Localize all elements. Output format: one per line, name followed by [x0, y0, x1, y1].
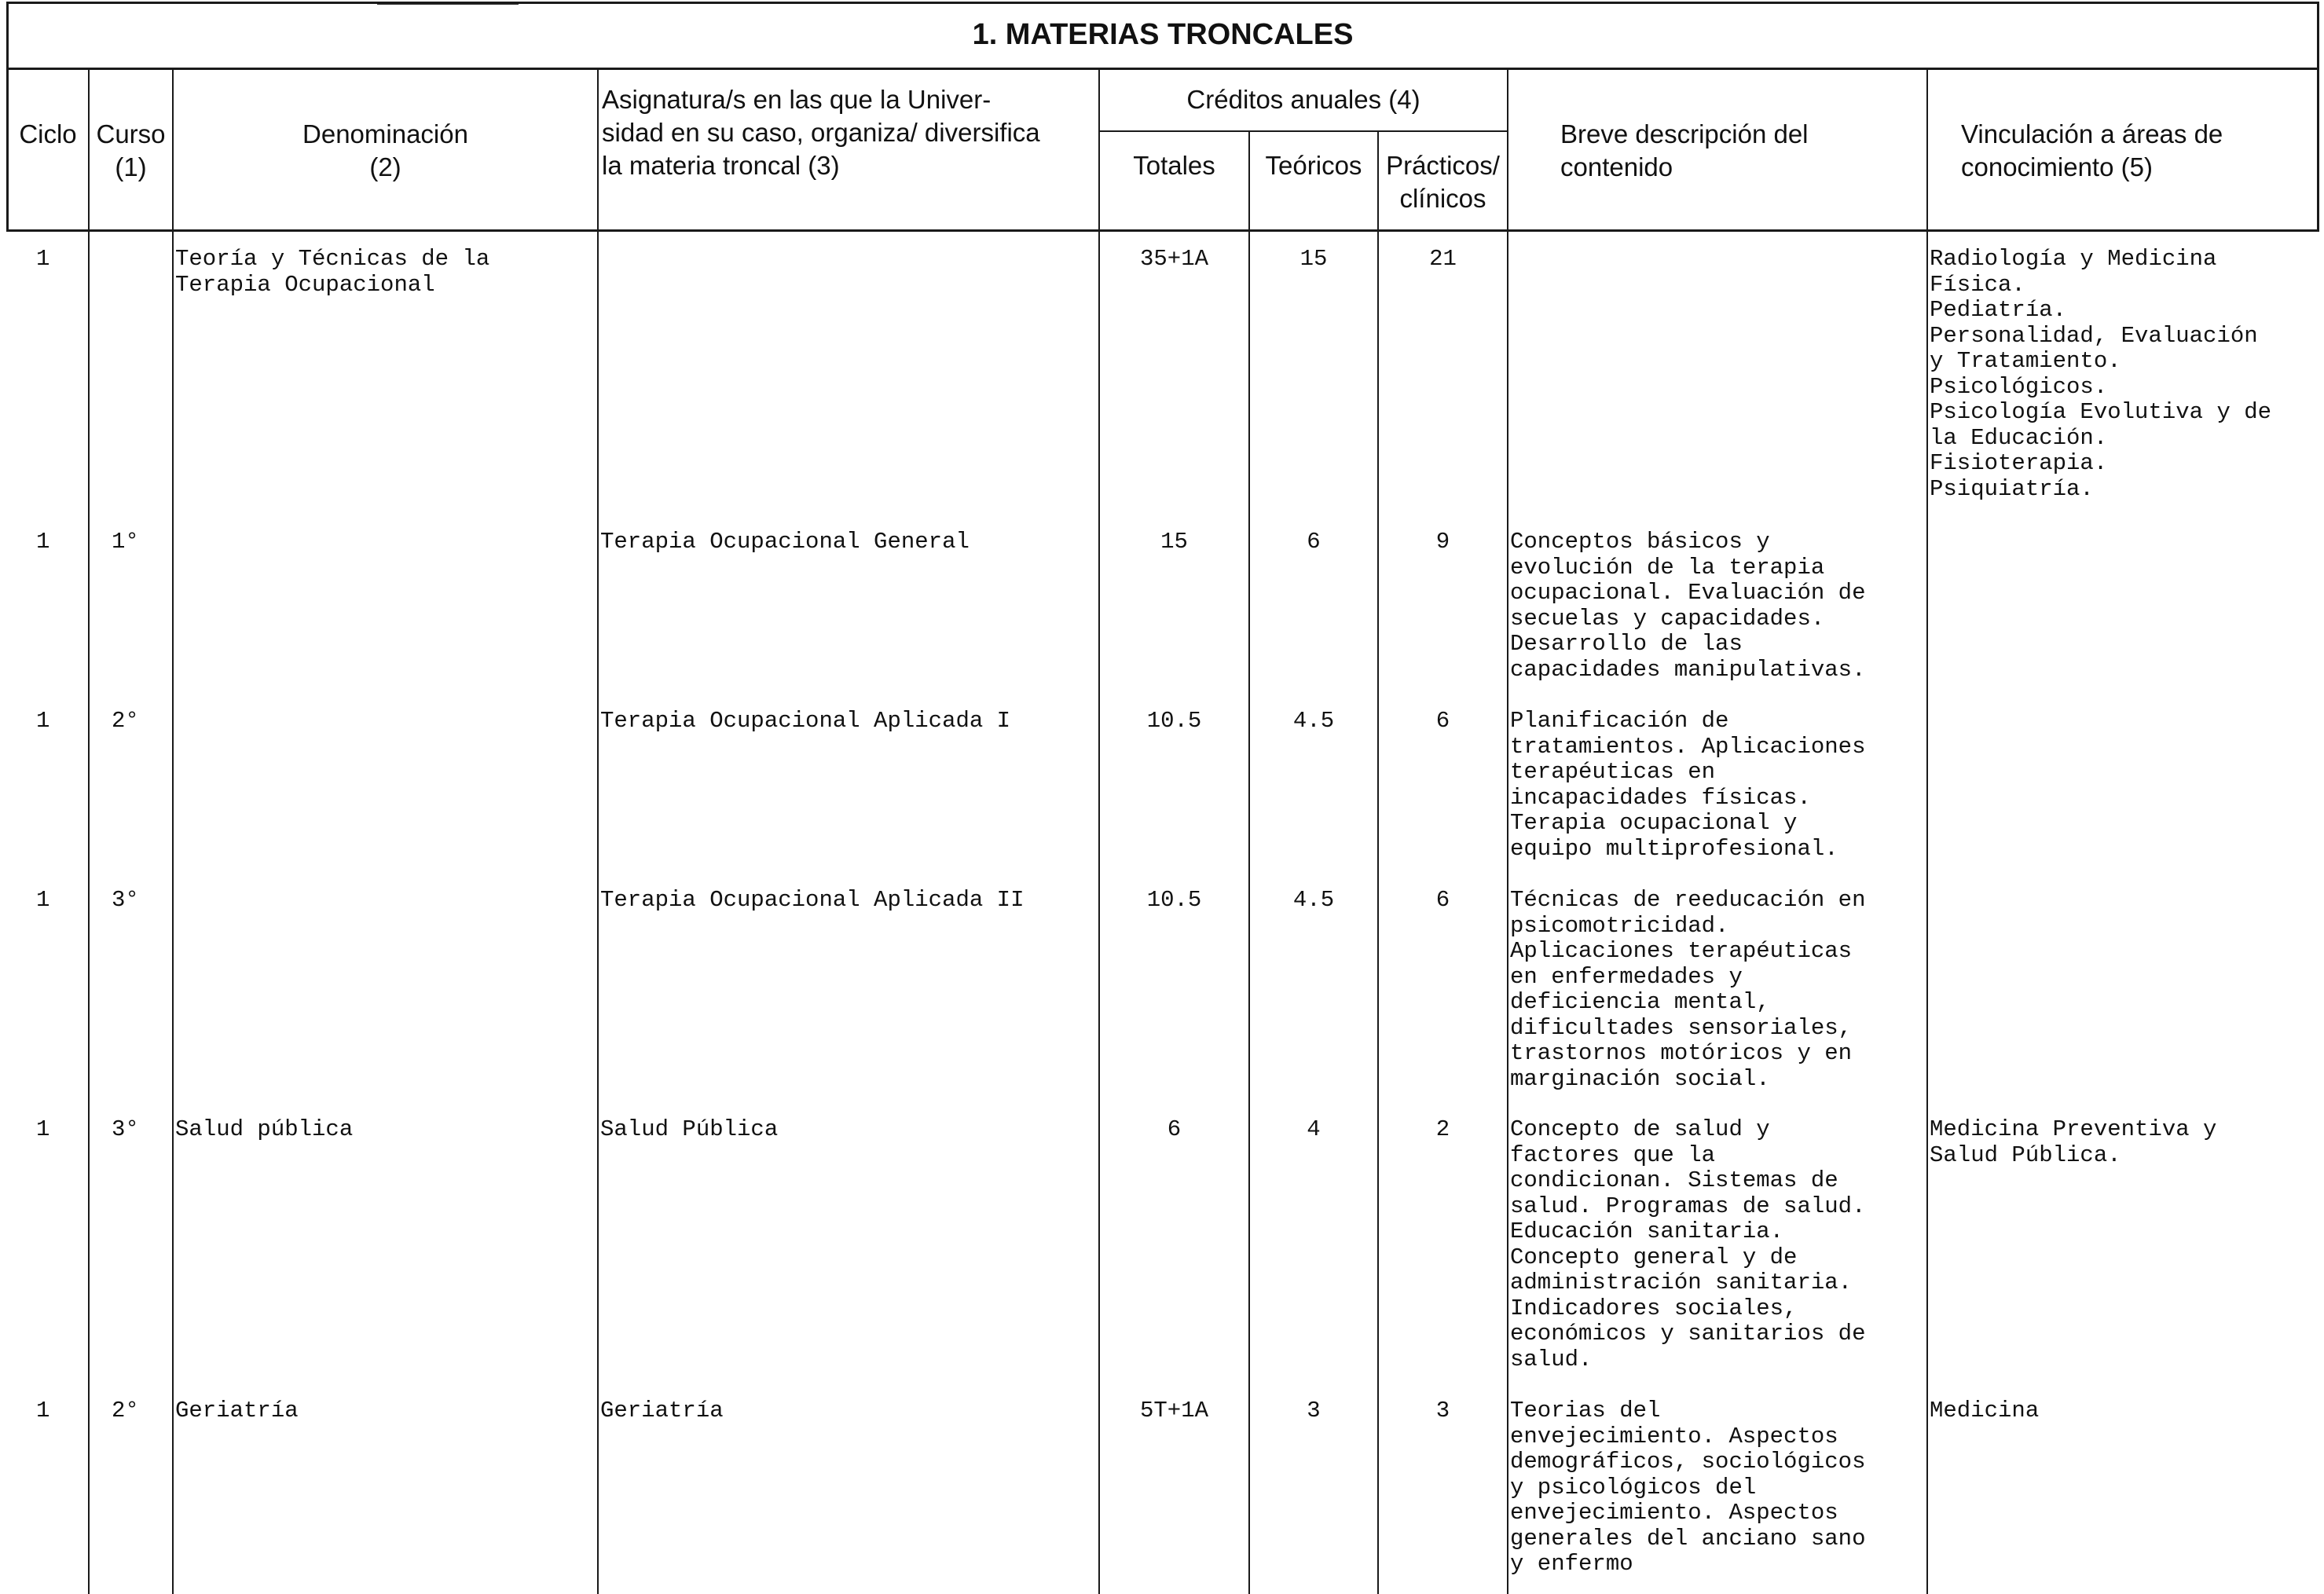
cell-descripcion: Teorias del envejecimiento. Aspectos demográficos, sociológicos y psicológicos del envejecimiento. Aspectos generales del anciano sano y enfermo — [1510, 1398, 1866, 1577]
cell-curso: 2° — [112, 708, 139, 734]
cell-practicos: 21 — [1429, 246, 1457, 272]
cell-totales: 10.5 — [1146, 887, 1202, 913]
page-title: 1. MATERIAS TRONCALES — [972, 17, 1354, 51]
cell-totales: 35+1A — [1139, 246, 1208, 272]
cell-ciclo: 1 — [36, 1398, 50, 1424]
cell-denominacion: Teoría y Técnicas de la Terapia Ocupacional — [175, 246, 490, 298]
header-totales: Totales — [1133, 151, 1215, 180]
cell-totales: 6 — [1167, 1116, 1182, 1142]
cell-ciclo: 1 — [36, 1116, 50, 1142]
cell-totales: 15 — [1160, 529, 1188, 555]
cell-ciclo: 1 — [36, 529, 50, 555]
cell-teoricos: 3 — [1307, 1398, 1321, 1424]
cell-practicos: 6 — [1435, 887, 1450, 913]
cell-asignatura: Terapia Ocupacional Aplicada I — [600, 708, 1011, 734]
header-teoricos: Teóricos — [1265, 151, 1362, 180]
header-descripcion: Breve descripción del contenido — [1560, 119, 1809, 181]
col-divider-vinculacion — [1926, 69, 1928, 1594]
col-divider-descripcion — [1507, 69, 1508, 1594]
header-practicos: Prácticos/ clínicos — [1386, 151, 1500, 213]
cell-denominacion: Geriatría — [175, 1398, 299, 1424]
cell-practicos: 2 — [1435, 1116, 1450, 1142]
cell-teoricos: 4 — [1307, 1116, 1321, 1142]
col-divider-practicos — [1377, 130, 1379, 1594]
header-vinculacion: Vinculación a áreas de conocimiento (5) — [1961, 119, 2223, 181]
cell-ciclo: 1 — [36, 708, 50, 734]
cell-asignatura: Salud Pública — [600, 1116, 779, 1142]
cell-teoricos: 15 — [1299, 246, 1328, 272]
cell-denominacion: Salud pública — [175, 1116, 354, 1142]
header-asignaturas: Asignatura/s en las que la Univer- sidad en su caso, organiza/ diversifica la materia troncal (3) — [602, 85, 1040, 180]
cell-vinculacion: Medicina Preventiva y Salud Pública. — [1930, 1116, 2217, 1168]
header-creditos: Créditos anuales (4) — [1186, 85, 1420, 114]
cell-practicos: 9 — [1435, 529, 1450, 555]
cell-teoricos: 4.5 — [1292, 887, 1335, 913]
cell-vinculacion: Radiología y Medicina Física. Pediatría. Personalidad, Evaluación y Tratamiento. Psicológicos. Psicología Evolutiva y de la Educación. Fisioterapia. Psiquiatría. — [1930, 246, 2272, 502]
header-denominacion: Denominación (2) — [302, 119, 468, 181]
cell-teoricos: 6 — [1307, 529, 1321, 555]
cell-descripcion: Técnicas de reeducación en psicomotricidad. Aplicaciones terapéuticas en enfermedades y deficiencia mental, dificultades sensoriales, trastornos motóricos y en marginación social. — [1510, 887, 1866, 1092]
cell-ciclo: 1 — [36, 246, 50, 272]
col-divider-denominacion — [172, 69, 174, 1594]
col-divider-curso — [88, 69, 90, 1594]
cell-practicos: 3 — [1435, 1398, 1450, 1424]
cell-totales: 5T+1A — [1139, 1398, 1208, 1424]
header-curso: Curso (1) — [96, 119, 166, 181]
cell-descripcion: Planificación de tratamientos. Aplicaciones terapéuticas en incapacidades físicas. Terapia ocupacional y equipo multiprofesional. — [1510, 708, 1866, 862]
cell-asignatura: Terapia Ocupacional General — [600, 529, 970, 555]
header-ciclo: Ciclo — [19, 119, 77, 148]
col-divider-teoricos — [1248, 130, 1250, 1594]
cell-vinculacion: Medicina — [1930, 1398, 2040, 1424]
cell-totales: 10.5 — [1146, 708, 1202, 734]
cell-descripcion: Concepto de salud y factores que la condicionan. Sistemas de salud. Programas de salud. Educación sanitaria. Concepto general y de administración sanitaria. Indicadores sociales, económicos y sanitarios de salud. — [1510, 1116, 1866, 1372]
cell-curso: 2° — [112, 1398, 139, 1424]
cell-curso: 3° — [112, 887, 139, 913]
cell-ciclo: 1 — [36, 887, 50, 913]
cell-curso: 1° — [112, 529, 139, 555]
cell-asignatura: Geriatría — [600, 1398, 724, 1424]
cell-practicos: 6 — [1435, 708, 1450, 734]
col-divider-asignatura — [597, 69, 599, 1594]
cell-curso: 3° — [112, 1116, 139, 1142]
header-bottom-border — [6, 229, 2319, 232]
cell-asignatura: Terapia Ocupacional Aplicada II — [600, 887, 1025, 913]
cell-teoricos: 4.5 — [1292, 708, 1335, 734]
header-credit-divider — [1098, 130, 1507, 132]
col-divider-totales — [1098, 69, 1100, 1594]
cell-descripcion: Conceptos básicos y evolución de la terapia ocupacional. Evaluación de secuelas y capacidades. Desarrollo de las capacidades manipulativas. — [1510, 529, 1866, 683]
